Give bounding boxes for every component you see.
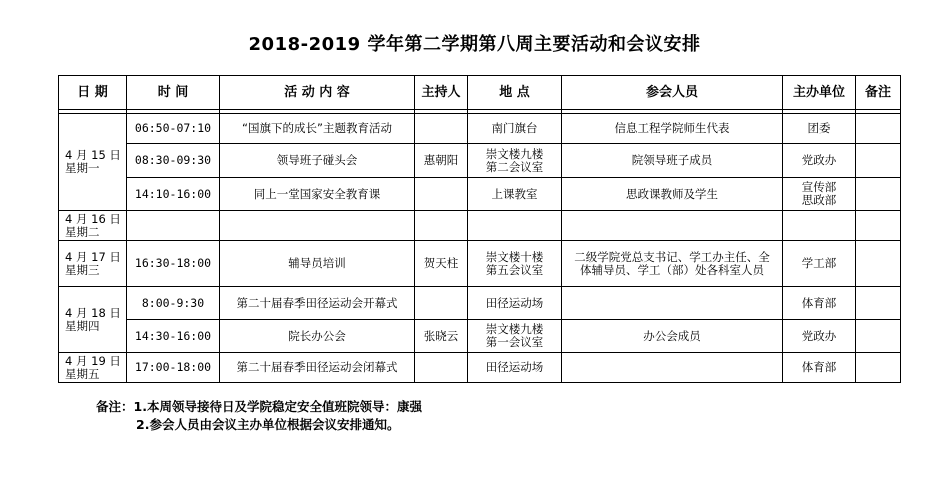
remark-cell bbox=[856, 353, 901, 383]
schedule-table bbox=[58, 75, 901, 383]
header-host: 主持人 bbox=[415, 76, 468, 110]
host-cell bbox=[415, 178, 468, 211]
organizer-cell-line: 学工部 bbox=[801, 256, 837, 270]
time-cell: 08:30-09:30 bbox=[127, 144, 220, 178]
day-date: 4 月 18 日 bbox=[65, 305, 121, 320]
attendees-cell bbox=[562, 178, 783, 211]
place-cell-line: 崇文楼九楼 bbox=[485, 146, 544, 161]
table-row bbox=[59, 320, 901, 353]
remark-cell bbox=[856, 144, 901, 178]
content-cell: 同上一堂国家安全教育课 bbox=[220, 178, 415, 211]
host-cell bbox=[415, 114, 468, 144]
remark-cell bbox=[856, 320, 901, 353]
place-cell bbox=[468, 144, 562, 178]
header-date: 日 期 bbox=[59, 76, 127, 110]
content-cell: 辅导员培训 bbox=[220, 241, 415, 287]
content-cell: 领导班子碰头会 bbox=[220, 144, 415, 178]
place-cell-line: 崇文楼十楼 bbox=[485, 249, 544, 264]
place-cell-line: 第二会议室 bbox=[485, 159, 544, 174]
place-cell-line: 上课教室 bbox=[491, 186, 538, 201]
attendees-cell-line: 思政课教师及学生 bbox=[626, 186, 718, 201]
table-row bbox=[59, 114, 901, 144]
day-cell bbox=[59, 211, 127, 241]
remark-cell bbox=[856, 287, 901, 320]
content-cell bbox=[220, 211, 415, 241]
attendees-cell-line: 体辅导员、学工（部）处各科室人员 bbox=[580, 262, 764, 277]
organizer-cell bbox=[783, 287, 856, 320]
note-line-2: 2.参会人员由会议主办单位根据会议安排通知。 bbox=[136, 417, 400, 432]
header-time: 时 间 bbox=[127, 76, 220, 110]
place-cell-line: 南门旗台 bbox=[491, 121, 538, 135]
organizer-cell bbox=[783, 353, 856, 383]
organizer-cell-line: 团委 bbox=[807, 121, 831, 135]
day-weekday: 星期二 bbox=[65, 224, 100, 239]
organizer-cell bbox=[783, 211, 856, 241]
organizer-cell bbox=[783, 114, 856, 144]
attendees-cell bbox=[562, 241, 783, 287]
host-cell bbox=[415, 287, 468, 320]
note-line-1: 备注：1.本周领导接待日及学院稳定安全值班院领导：康强 bbox=[96, 399, 422, 414]
place-cell bbox=[468, 241, 562, 287]
day-cell bbox=[59, 287, 127, 353]
remark-cell bbox=[856, 178, 901, 211]
organizer-cell-line: 思政部 bbox=[801, 193, 837, 207]
content-cell: “国旗下的成长”主题教育活动 bbox=[220, 114, 415, 144]
time-cell: 06:50-07:10 bbox=[127, 114, 220, 144]
attendees-cell bbox=[562, 353, 783, 383]
table-row bbox=[59, 144, 901, 178]
organizer-cell bbox=[783, 241, 856, 287]
organizer-cell bbox=[783, 320, 856, 353]
attendees-cell-line: 二级学院党总支书记、学工办主任、全 bbox=[574, 249, 770, 264]
attendees-cell bbox=[562, 287, 783, 320]
day-date: 4 月 17 日 bbox=[65, 249, 121, 264]
place-cell bbox=[468, 211, 562, 241]
host-cell: 张晓云 bbox=[415, 320, 468, 353]
organizer-cell-line: 体育部 bbox=[801, 360, 837, 374]
day-weekday: 星期一 bbox=[65, 161, 100, 175]
time-cell: 8:00-9:30 bbox=[127, 287, 220, 320]
organizer-cell-line: 体育部 bbox=[801, 295, 837, 310]
attendees-cell bbox=[562, 211, 783, 241]
host-cell: 惠朝阳 bbox=[415, 144, 468, 178]
place-cell-line: 田径运动场 bbox=[485, 295, 544, 310]
place-cell-line: 田径运动场 bbox=[485, 360, 544, 374]
place-cell bbox=[468, 114, 562, 144]
organizer-cell-line: 党政办 bbox=[801, 153, 837, 167]
table-row bbox=[59, 211, 901, 241]
header-content: 活 动 内 容 bbox=[220, 76, 415, 110]
time-cell: 14:10-16:00 bbox=[127, 178, 220, 211]
day-cell bbox=[59, 241, 127, 287]
organizer-cell-line: 宣传部 bbox=[801, 180, 837, 194]
remark-cell bbox=[856, 211, 901, 241]
place-cell-line: 崇文楼九楼 bbox=[485, 322, 544, 336]
table-row bbox=[59, 178, 901, 211]
day-weekday: 星期三 bbox=[65, 262, 100, 277]
attendees-cell-line: 院领导班子成员 bbox=[631, 153, 713, 167]
organizer-cell bbox=[783, 144, 856, 178]
table-row bbox=[59, 241, 901, 287]
header-remark: 备注 bbox=[856, 76, 901, 110]
attendees-cell bbox=[562, 144, 783, 178]
header-place: 地 点 bbox=[468, 76, 562, 110]
time-cell bbox=[127, 211, 220, 241]
organizer-cell-line: 党政办 bbox=[801, 328, 837, 343]
place-cell-line: 第一会议室 bbox=[485, 335, 544, 349]
host-cell bbox=[415, 353, 468, 383]
day-cell bbox=[59, 114, 127, 211]
attendees-cell bbox=[562, 114, 783, 144]
place-cell bbox=[468, 320, 562, 353]
content-cell: 第二十届春季田径运动会闭幕式 bbox=[220, 353, 415, 383]
header-row bbox=[59, 76, 901, 110]
header-attendees: 参会人员 bbox=[562, 76, 783, 110]
host-cell: 贺天柱 bbox=[415, 241, 468, 287]
host-cell bbox=[415, 211, 468, 241]
attendees-cell-line: 信息工程学院师生代表 bbox=[614, 121, 730, 135]
day-weekday: 星期五 bbox=[65, 366, 100, 381]
remark-cell bbox=[856, 114, 901, 144]
place-cell bbox=[468, 287, 562, 320]
organizer-cell bbox=[783, 178, 856, 211]
place-cell-line: 第五会议室 bbox=[485, 262, 544, 277]
time-cell: 17:00-18:00 bbox=[127, 353, 220, 383]
remark-cell bbox=[856, 241, 901, 287]
day-date: 4 月 16 日 bbox=[65, 211, 121, 226]
table-row bbox=[59, 353, 901, 383]
header-organizer: 主办单位 bbox=[783, 76, 856, 110]
table-row bbox=[59, 287, 901, 320]
place-cell bbox=[468, 178, 562, 211]
time-cell: 14:30-16:00 bbox=[127, 320, 220, 353]
content-cell: 院长办公会 bbox=[220, 320, 415, 353]
page-title: 2018-2019 学年第二学期第八周主要活动和会议安排 bbox=[248, 34, 701, 55]
time-cell: 16:30-18:00 bbox=[127, 241, 220, 287]
day-weekday: 星期四 bbox=[65, 318, 100, 333]
day-date: 4 月 15 日 bbox=[65, 148, 121, 162]
content-cell: 第二十届春季田径运动会开幕式 bbox=[220, 287, 415, 320]
attendees-cell bbox=[562, 320, 783, 353]
day-date: 4 月 19 日 bbox=[65, 353, 121, 368]
day-cell bbox=[59, 353, 127, 383]
attendees-cell-line: 办公会成员 bbox=[643, 328, 701, 343]
place-cell bbox=[468, 353, 562, 383]
